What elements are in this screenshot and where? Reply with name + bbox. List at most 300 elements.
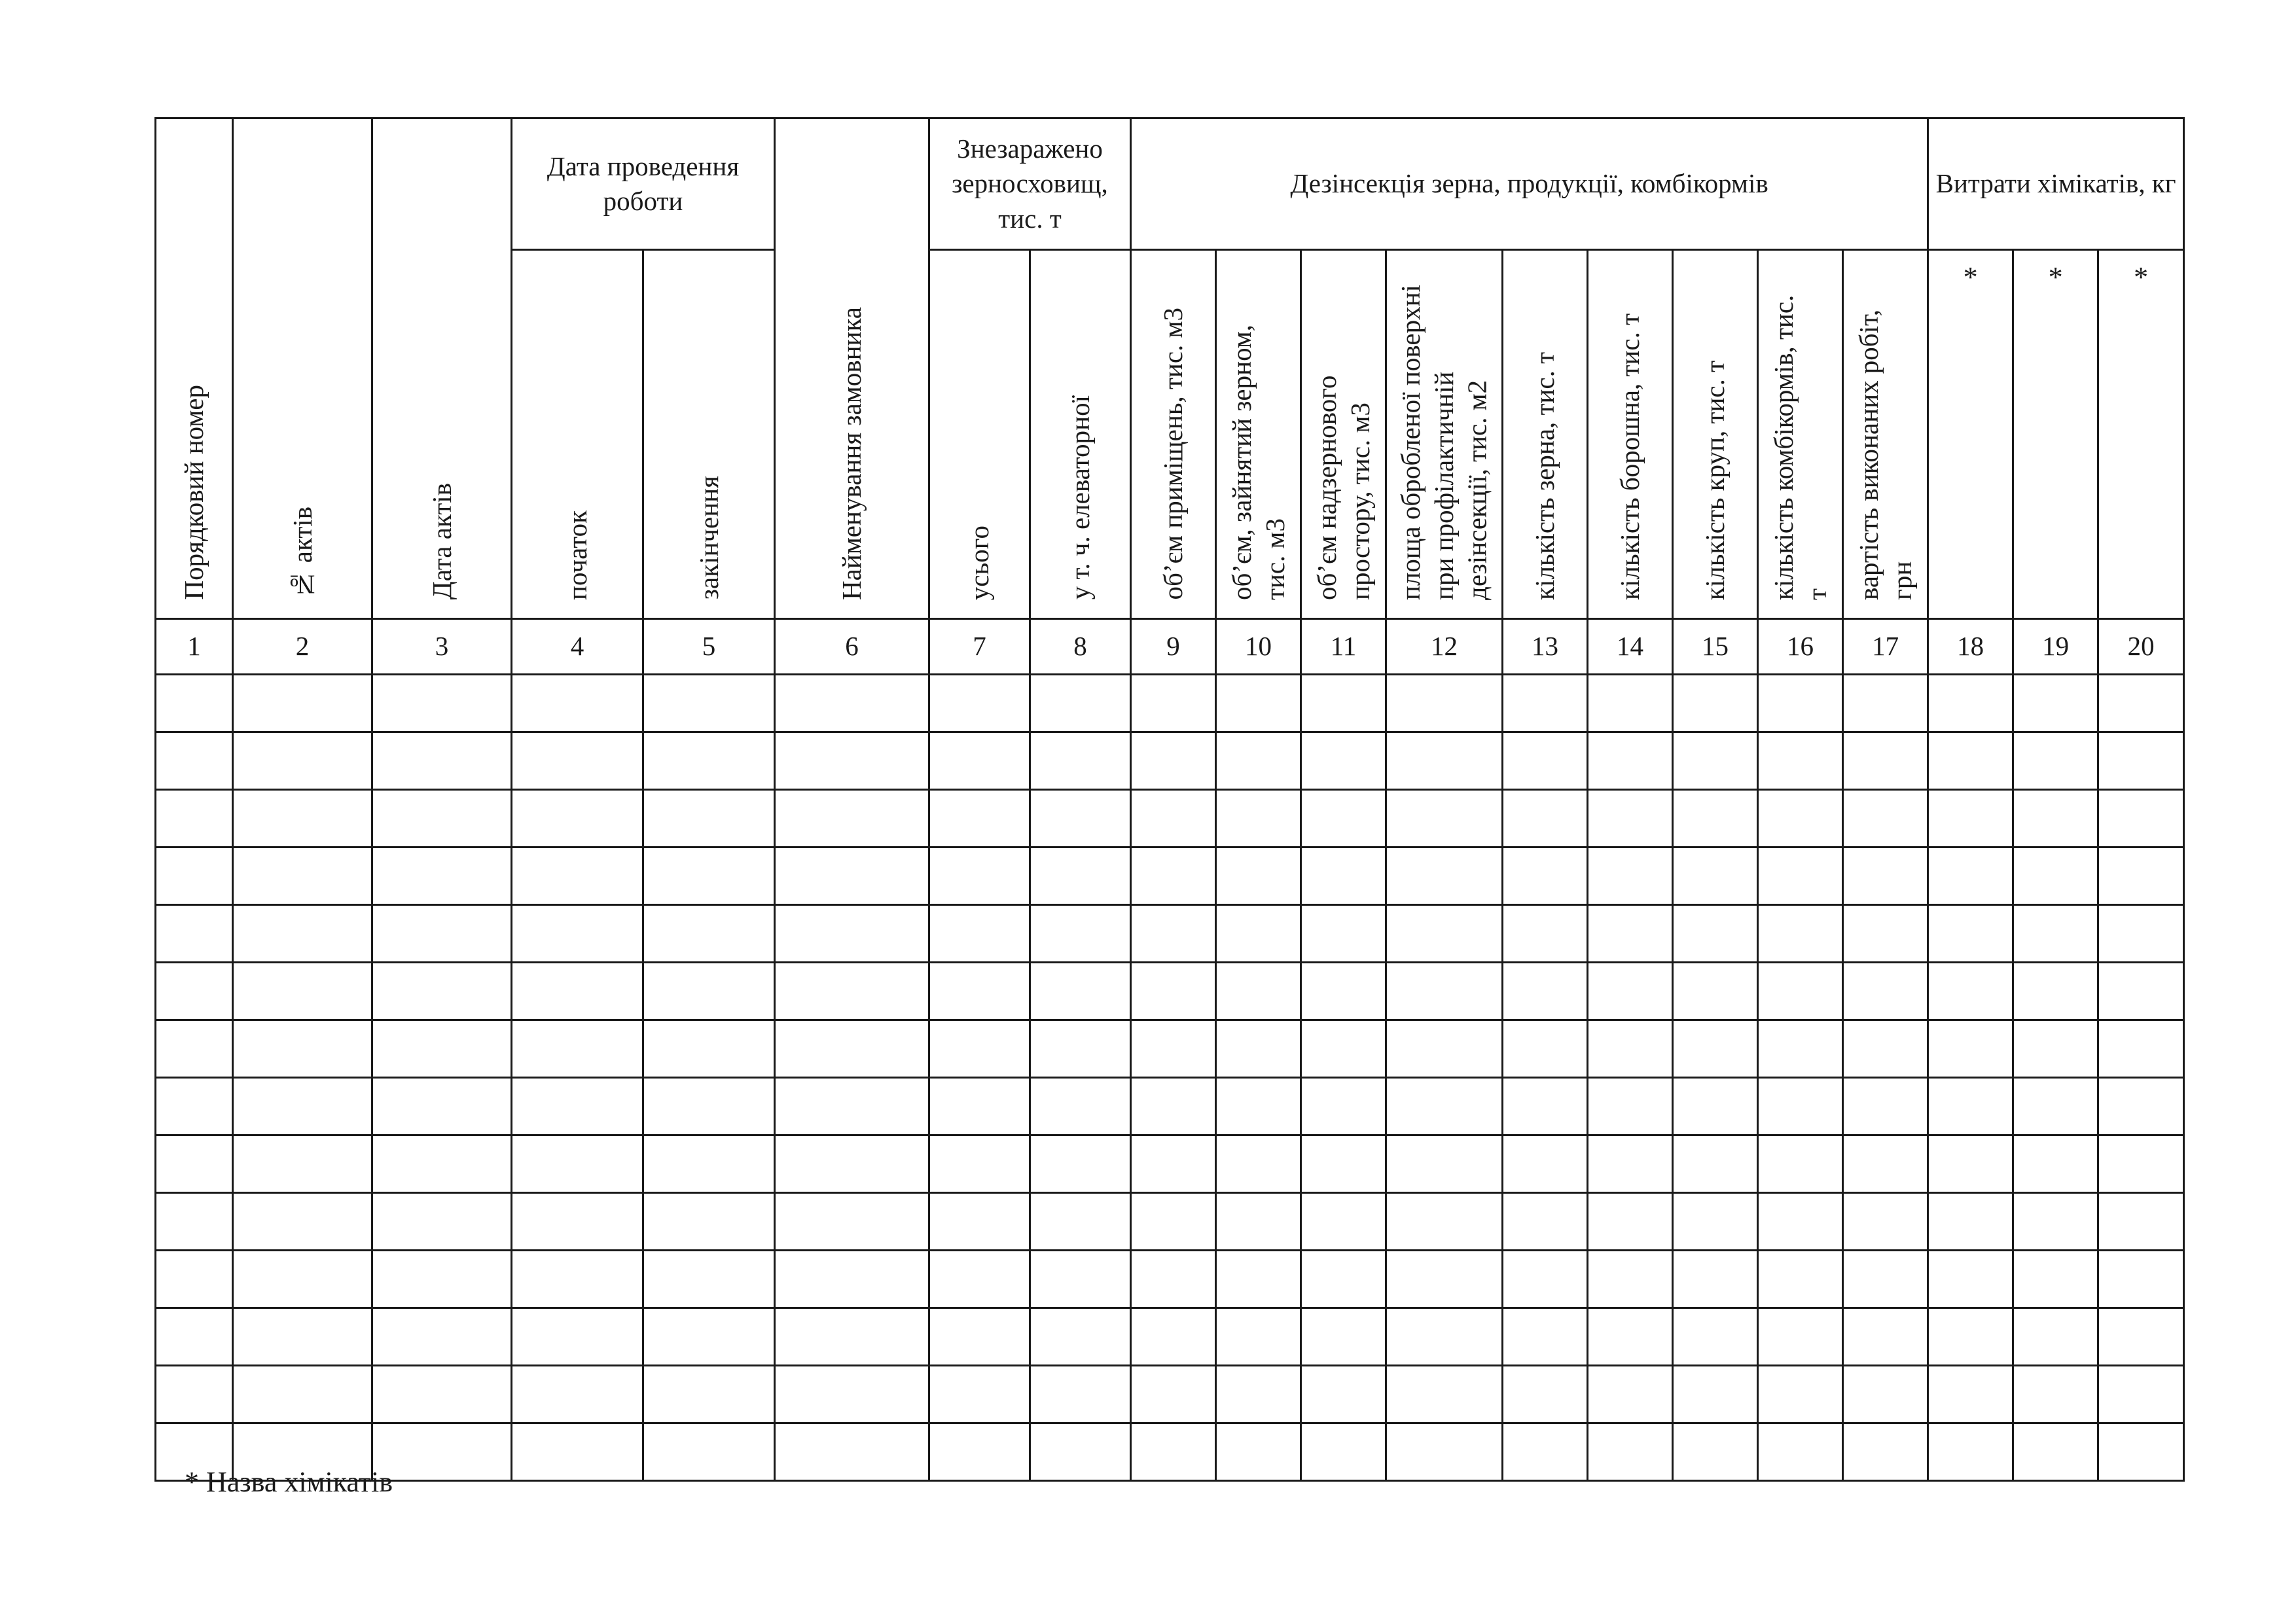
table-cell[interactable] [1588, 790, 1673, 847]
table-cell[interactable] [1503, 732, 1588, 790]
table-cell[interactable] [1758, 1193, 1843, 1251]
table-cell[interactable] [929, 790, 1030, 847]
col-header-label: кількість круп, тис. т [1700, 360, 1731, 600]
table-cell[interactable] [233, 1020, 372, 1078]
table-cell[interactable] [929, 732, 1030, 790]
table-cell[interactable] [1386, 963, 1503, 1020]
table-cell[interactable] [512, 1135, 643, 1193]
table-cell[interactable] [1386, 905, 1503, 963]
table-cell[interactable] [643, 1366, 775, 1423]
table-cell[interactable] [1758, 905, 1843, 963]
table-cell[interactable] [512, 1308, 643, 1366]
table-cell[interactable] [1216, 1423, 1301, 1481]
table-cell[interactable] [156, 905, 233, 963]
table-cell[interactable] [1928, 1308, 2013, 1366]
table-cell[interactable] [1503, 1251, 1588, 1308]
table-cell[interactable] [156, 790, 233, 847]
col-header-groats-quantity [1673, 250, 1758, 619]
table-cell[interactable] [512, 847, 643, 905]
table-cell[interactable] [1928, 1366, 2013, 1423]
table-cell[interactable] [1758, 1020, 1843, 1078]
table-cell[interactable] [1843, 905, 1928, 963]
table-cell[interactable] [1673, 1423, 1758, 1481]
table-cell[interactable] [775, 963, 929, 1020]
table-cell[interactable] [1131, 963, 1216, 1020]
table-cell[interactable] [1216, 905, 1301, 963]
table-cell[interactable] [1758, 1308, 1843, 1366]
table-cell[interactable] [1503, 790, 1588, 847]
table-cell[interactable] [1758, 847, 1843, 905]
table-cell[interactable] [1030, 790, 1131, 847]
table-cell[interactable] [372, 847, 512, 905]
table-cell[interactable] [512, 1423, 643, 1481]
table-cell[interactable] [1503, 963, 1588, 1020]
table-cell[interactable] [1588, 963, 1673, 1020]
table-cell[interactable] [929, 905, 1030, 963]
table-cell[interactable] [233, 732, 372, 790]
table-cell[interactable] [1503, 1135, 1588, 1193]
table-cell[interactable] [2098, 1193, 2184, 1251]
table-cell[interactable] [643, 1251, 775, 1308]
table-cell[interactable] [1131, 1193, 1216, 1251]
table-cell[interactable] [1928, 905, 2013, 963]
table-cell[interactable] [929, 1251, 1030, 1308]
table-cell[interactable] [233, 1193, 372, 1251]
table-cell[interactable] [1843, 1078, 1928, 1135]
table-cell[interactable] [775, 1078, 929, 1135]
table-cell[interactable] [1030, 675, 1131, 732]
table-cell[interactable] [775, 675, 929, 732]
table-cell[interactable] [929, 1135, 1030, 1193]
table-cell[interactable] [775, 1193, 929, 1251]
table-cell[interactable] [372, 675, 512, 732]
table-cell[interactable] [1030, 732, 1131, 790]
table-cell[interactable] [372, 1308, 512, 1366]
table-cell[interactable] [1503, 1366, 1588, 1423]
table-cell[interactable] [1301, 1308, 1386, 1366]
table-cell[interactable] [1758, 790, 1843, 847]
table-cell[interactable] [775, 732, 929, 790]
table-cell[interactable] [156, 847, 233, 905]
table-cell[interactable] [2013, 732, 2098, 790]
table-cell[interactable] [1758, 1366, 1843, 1423]
table-cell[interactable] [1843, 675, 1928, 732]
table-cell[interactable] [1588, 905, 1673, 963]
table-cell[interactable] [1386, 1251, 1503, 1308]
table-cell[interactable] [233, 905, 372, 963]
table-cell[interactable] [1131, 1366, 1216, 1423]
table-cell[interactable] [512, 963, 643, 1020]
table-cell[interactable] [372, 963, 512, 1020]
table-cell[interactable] [233, 1078, 372, 1135]
table-cell[interactable] [1386, 790, 1503, 847]
table-cell[interactable] [2013, 905, 2098, 963]
table-cell[interactable] [156, 1308, 233, 1366]
table-cell[interactable] [512, 905, 643, 963]
table-cell[interactable] [1928, 1423, 2013, 1481]
table-cell[interactable] [1131, 1308, 1216, 1366]
table-cell[interactable] [1673, 1135, 1758, 1193]
table-cell[interactable] [1843, 963, 1928, 1020]
table-cell[interactable] [929, 675, 1030, 732]
table-cell[interactable] [1843, 1366, 1928, 1423]
table-cell[interactable] [1030, 905, 1131, 963]
table-cell[interactable] [2098, 790, 2184, 847]
table-cell[interactable] [1928, 1135, 2013, 1193]
table-cell[interactable] [372, 1078, 512, 1135]
table-cell[interactable] [2098, 1251, 2184, 1308]
table-cell[interactable] [643, 675, 775, 732]
table-cell[interactable] [372, 732, 512, 790]
table-cell[interactable] [1758, 1078, 1843, 1135]
column-number: 20 [2098, 619, 2184, 675]
table-cell[interactable] [929, 1308, 1030, 1366]
table-cell[interactable] [643, 1020, 775, 1078]
table-cell[interactable] [1216, 1193, 1301, 1251]
table-cell[interactable] [1758, 675, 1843, 732]
table-cell[interactable] [1301, 847, 1386, 905]
table-cell[interactable] [1843, 1135, 1928, 1193]
table-cell[interactable] [156, 1251, 233, 1308]
table-cell[interactable] [1928, 790, 2013, 847]
table-cell[interactable] [2098, 732, 2184, 790]
table-cell[interactable] [775, 790, 929, 847]
table-cell[interactable] [512, 1078, 643, 1135]
table-cell[interactable] [643, 905, 775, 963]
table-cell[interactable] [1030, 1308, 1131, 1366]
table-cell[interactable] [1386, 1193, 1503, 1251]
table-cell[interactable] [2013, 1366, 2098, 1423]
table-cell[interactable] [2013, 1308, 2098, 1366]
table-cell[interactable] [2013, 790, 2098, 847]
table-cell[interactable] [233, 847, 372, 905]
table-cell[interactable] [512, 1020, 643, 1078]
table-cell[interactable] [1131, 847, 1216, 905]
table-cell[interactable] [1386, 847, 1503, 905]
table-cell[interactable] [775, 1135, 929, 1193]
table-cell[interactable] [156, 1078, 233, 1135]
table-cell[interactable] [156, 1366, 233, 1423]
table-cell[interactable] [643, 847, 775, 905]
table-cell[interactable] [1131, 905, 1216, 963]
table-cell[interactable] [1588, 732, 1673, 790]
table-cell[interactable] [643, 963, 775, 1020]
table-cell[interactable] [1503, 847, 1588, 905]
table-cell[interactable] [643, 732, 775, 790]
table-cell[interactable] [1928, 675, 2013, 732]
table-cell[interactable] [233, 1366, 372, 1423]
table-cell[interactable] [1503, 905, 1588, 963]
table-cell[interactable] [1673, 1020, 1758, 1078]
table-cell[interactable] [1843, 1251, 1928, 1308]
table-cell[interactable] [372, 1366, 512, 1423]
table-cell[interactable] [929, 1078, 1030, 1135]
table-cell[interactable] [1928, 1020, 2013, 1078]
table-cell[interactable] [1216, 790, 1301, 847]
table-cell[interactable] [1216, 1366, 1301, 1423]
table-cell[interactable] [1588, 675, 1673, 732]
table-cell[interactable] [1843, 847, 1928, 905]
table-cell[interactable] [1843, 1423, 1928, 1481]
column-number: 6 [775, 619, 929, 675]
table-cell[interactable] [1503, 1423, 1588, 1481]
table-cell[interactable] [1928, 1193, 2013, 1251]
col-header-elevator [1030, 250, 1131, 619]
table-cell[interactable] [1216, 1020, 1301, 1078]
table-cell[interactable] [1673, 1251, 1758, 1308]
table-cell[interactable] [2098, 905, 2184, 963]
table-cell[interactable] [2098, 1423, 2184, 1481]
table-cell[interactable] [1843, 1308, 1928, 1366]
table-cell[interactable] [156, 1020, 233, 1078]
table-cell[interactable] [2013, 963, 2098, 1020]
table-cell[interactable] [1758, 732, 1843, 790]
table-cell[interactable] [1216, 1251, 1301, 1308]
group-header-disinsection [1131, 118, 1928, 250]
table-cell[interactable] [1673, 1193, 1758, 1251]
table-cell[interactable] [929, 1020, 1030, 1078]
table-cell[interactable] [2013, 675, 2098, 732]
table-cell[interactable] [156, 675, 233, 732]
table-cell[interactable] [512, 1193, 643, 1251]
table-cell[interactable] [1673, 675, 1758, 732]
table-cell[interactable] [929, 963, 1030, 1020]
table-row [156, 847, 2184, 905]
table-cell[interactable] [1503, 1308, 1588, 1366]
table-cell[interactable] [1673, 1078, 1758, 1135]
table-cell[interactable] [1216, 1308, 1301, 1366]
table-cell[interactable] [1843, 1020, 1928, 1078]
table-cell[interactable] [1131, 732, 1216, 790]
table-cell[interactable] [1928, 1251, 2013, 1308]
table-cell[interactable] [1301, 1251, 1386, 1308]
table-cell[interactable] [1216, 963, 1301, 1020]
table-cell[interactable] [372, 905, 512, 963]
table-cell[interactable] [1216, 732, 1301, 790]
col-header-label: Найменування замовника [836, 306, 867, 600]
table-cell[interactable] [1928, 732, 2013, 790]
table-cell[interactable] [1301, 790, 1386, 847]
table-cell[interactable] [1030, 1078, 1131, 1135]
table-cell[interactable] [2098, 1020, 2184, 1078]
table-cell[interactable] [1030, 1193, 1131, 1251]
table-cell[interactable] [1030, 1366, 1131, 1423]
table-cell[interactable] [1386, 1078, 1503, 1135]
table-cell[interactable] [775, 847, 929, 905]
table-row [156, 1423, 2184, 1481]
table-cell[interactable] [1758, 1135, 1843, 1193]
table-cell[interactable] [372, 1193, 512, 1251]
table-cell[interactable] [1386, 675, 1503, 732]
col-header-label: об’єм приміщень, тис. м3 [1158, 308, 1189, 600]
table-cell[interactable] [156, 1135, 233, 1193]
table-cell[interactable] [2098, 1366, 2184, 1423]
table-cell[interactable] [1588, 1308, 1673, 1366]
table-cell[interactable] [1928, 1078, 2013, 1135]
table-cell[interactable] [1503, 1193, 1588, 1251]
table-cell[interactable] [1588, 847, 1673, 905]
group-header-chemicals [1928, 118, 2184, 250]
table-cell[interactable] [156, 1193, 233, 1251]
table-cell[interactable] [2013, 1423, 2098, 1481]
table-cell[interactable] [233, 1308, 372, 1366]
table-cell[interactable] [1386, 1423, 1503, 1481]
table-cell[interactable] [1301, 1366, 1386, 1423]
table-cell[interactable] [156, 963, 233, 1020]
table-cell[interactable] [372, 790, 512, 847]
table-cell[interactable] [1386, 1366, 1503, 1423]
table-cell[interactable] [1673, 905, 1758, 963]
table-cell[interactable] [1758, 1251, 1843, 1308]
table-cell[interactable] [1301, 675, 1386, 732]
table-cell[interactable] [512, 732, 643, 790]
table-cell[interactable] [1386, 1135, 1503, 1193]
table-cell[interactable] [2013, 1020, 2098, 1078]
table-cell[interactable] [1131, 1020, 1216, 1078]
table-cell[interactable] [1131, 790, 1216, 847]
table-cell[interactable] [775, 1423, 929, 1481]
table-cell[interactable] [1673, 790, 1758, 847]
table-cell[interactable] [2098, 1135, 2184, 1193]
table-cell[interactable] [1843, 790, 1928, 847]
table-cell[interactable] [1673, 732, 1758, 790]
col-header-label: Дата актів [426, 483, 457, 600]
col-header-act-date [372, 118, 512, 619]
table-cell[interactable] [1301, 1135, 1386, 1193]
table-cell[interactable] [1301, 1078, 1386, 1135]
table-cell[interactable] [233, 790, 372, 847]
table-cell[interactable] [1386, 732, 1503, 790]
table-cell[interactable] [1673, 847, 1758, 905]
table-cell[interactable] [1588, 1135, 1673, 1193]
table-cell[interactable] [1758, 1423, 1843, 1481]
table-cell[interactable] [775, 1366, 929, 1423]
table-cell[interactable] [1588, 1078, 1673, 1135]
table-cell[interactable] [1928, 963, 2013, 1020]
table-cell[interactable] [1386, 1308, 1503, 1366]
table-cell[interactable] [2013, 1135, 2098, 1193]
table-cell[interactable] [1588, 1366, 1673, 1423]
col-header-chemical-3 [2098, 250, 2184, 619]
table-cell[interactable] [643, 790, 775, 847]
table-cell[interactable] [1030, 847, 1131, 905]
table-cell[interactable] [1131, 1423, 1216, 1481]
asterisk-label: * [1963, 261, 1978, 293]
table-cell[interactable] [2013, 847, 2098, 905]
table-row [156, 1078, 2184, 1135]
table-cell[interactable] [775, 1020, 929, 1078]
table-cell[interactable] [1030, 1423, 1131, 1481]
col-header-act-number [233, 118, 372, 619]
table-cell[interactable] [1030, 1251, 1131, 1308]
table-cell[interactable] [1216, 675, 1301, 732]
col-header-label: закінчення [693, 476, 724, 600]
table-cell[interactable] [1301, 905, 1386, 963]
table-cell[interactable] [1301, 1020, 1386, 1078]
table-cell[interactable] [233, 1135, 372, 1193]
table-cell[interactable] [1673, 1366, 1758, 1423]
table-cell[interactable] [1216, 1078, 1301, 1135]
table-cell[interactable] [1131, 1078, 1216, 1135]
table-cell[interactable] [2098, 847, 2184, 905]
table-cell[interactable] [1503, 1078, 1588, 1135]
table-cell[interactable] [1301, 1193, 1386, 1251]
table-cell[interactable] [1131, 1251, 1216, 1308]
table-cell[interactable] [1588, 1423, 1673, 1481]
table-cell[interactable] [643, 1308, 775, 1366]
table-cell[interactable] [1928, 847, 2013, 905]
table-cell[interactable] [1843, 732, 1928, 790]
table-cell[interactable] [775, 1251, 929, 1308]
table-cell[interactable] [1843, 1193, 1928, 1251]
table-cell[interactable] [156, 732, 233, 790]
table-cell[interactable] [929, 1423, 1030, 1481]
column-number: 16 [1758, 619, 1843, 675]
table-cell[interactable] [512, 790, 643, 847]
table-cell[interactable] [512, 675, 643, 732]
table-cell[interactable] [1386, 1020, 1503, 1078]
table-cell[interactable] [1216, 847, 1301, 905]
table-cell[interactable] [233, 675, 372, 732]
table-cell[interactable] [2013, 1078, 2098, 1135]
table-cell[interactable] [1301, 732, 1386, 790]
table-cell[interactable] [1301, 1423, 1386, 1481]
table-cell[interactable] [1301, 963, 1386, 1020]
table-cell[interactable] [1030, 1135, 1131, 1193]
table-cell[interactable] [1503, 675, 1588, 732]
table-cell[interactable] [929, 1366, 1030, 1423]
table-cell[interactable] [372, 1251, 512, 1308]
table-cell[interactable] [2098, 1078, 2184, 1135]
table-cell[interactable] [372, 1423, 512, 1481]
table-cell[interactable] [2098, 963, 2184, 1020]
table-cell[interactable] [775, 1308, 929, 1366]
table-cell[interactable] [643, 1135, 775, 1193]
table-cell[interactable] [2098, 675, 2184, 732]
table-cell[interactable] [1588, 1020, 1673, 1078]
table-cell[interactable] [1216, 1135, 1301, 1193]
table-cell[interactable] [929, 1193, 1030, 1251]
table-cell[interactable] [1030, 963, 1131, 1020]
table-cell[interactable] [929, 847, 1030, 905]
column-number: 3 [372, 619, 512, 675]
table-cell[interactable] [1131, 1135, 1216, 1193]
table-cell[interactable] [2098, 1308, 2184, 1366]
table-cell[interactable] [512, 1251, 643, 1308]
table-cell[interactable] [1673, 1308, 1758, 1366]
table-cell[interactable] [372, 1135, 512, 1193]
table-cell[interactable] [1030, 1020, 1131, 1078]
table-cell[interactable] [643, 1423, 775, 1481]
table-cell[interactable] [643, 1193, 775, 1251]
table-cell[interactable] [1673, 963, 1758, 1020]
table-cell[interactable] [1758, 963, 1843, 1020]
col-header-label: об’єм, зайнятий зерном, тис. м3 [1226, 324, 1290, 600]
table-cell[interactable] [643, 1078, 775, 1135]
table-cell[interactable] [233, 963, 372, 1020]
table-cell[interactable] [1503, 1020, 1588, 1078]
table-cell[interactable] [512, 1366, 643, 1423]
table-cell[interactable] [1588, 1193, 1673, 1251]
table-cell[interactable] [233, 1251, 372, 1308]
table-cell[interactable] [2013, 1251, 2098, 1308]
table-cell[interactable] [2013, 1193, 2098, 1251]
table-cell[interactable] [775, 905, 929, 963]
table-cell[interactable] [372, 1020, 512, 1078]
table-cell[interactable] [1131, 675, 1216, 732]
table-cell[interactable] [1588, 1251, 1673, 1308]
table-row [156, 1193, 2184, 1251]
